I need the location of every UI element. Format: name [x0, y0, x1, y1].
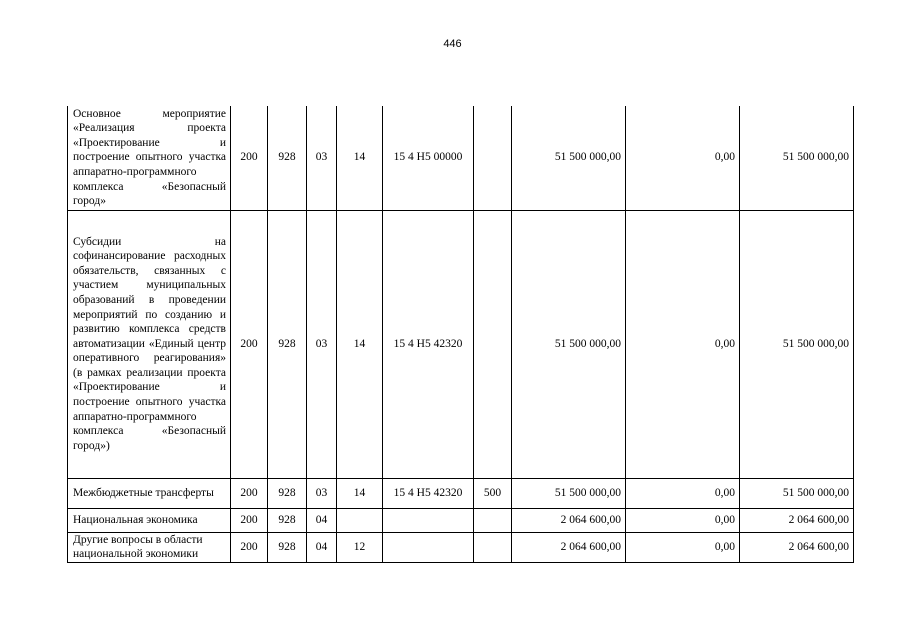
- row-sum-3: 51 500 000,00: [740, 478, 854, 508]
- row-sum-3: 2 064 600,00: [740, 508, 854, 532]
- row-sum-2: 0,00: [626, 478, 740, 508]
- row-sum-2: 0,00: [626, 210, 740, 478]
- row-pr: 12: [337, 532, 383, 562]
- row-rz: 04: [307, 508, 337, 532]
- row-sum-1: 2 064 600,00: [512, 532, 626, 562]
- row-csr: 15 4 Н5 00000: [383, 106, 474, 210]
- row-pr: [337, 508, 383, 532]
- row-rz: 03: [307, 210, 337, 478]
- row-sum-2: 0,00: [626, 106, 740, 210]
- row-name: Субсидии на софинансирование расходных обязательств, связанных с участием муниципальных образований в проведении мероприятий по созданию и развитию комплекса средств автоматизации «Единый центр оперативного реагирования» (в рамках реализации проекта «Проектирование и построение опытного участка аппаратно-программного комплекса «Безопасный город»): [68, 210, 231, 478]
- row-vr: [474, 210, 512, 478]
- row-name: Другие вопросы в области национальной экономики: [68, 532, 231, 562]
- table-row: [68, 508, 854, 532]
- row-kvsr: 928: [268, 106, 307, 210]
- row-vr: [474, 106, 512, 210]
- row-kvsr: 928: [268, 210, 307, 478]
- table-row: [68, 532, 854, 562]
- table-row: [68, 106, 854, 210]
- row-rz: 03: [307, 106, 337, 210]
- row-csr: [383, 508, 474, 532]
- row-sum-1: 51 500 000,00: [512, 478, 626, 508]
- row-sum-1: 51 500 000,00: [512, 210, 626, 478]
- row-csr: [383, 532, 474, 562]
- row-sum-2: 0,00: [626, 508, 740, 532]
- row-ved: 200: [231, 106, 268, 210]
- row-pr: 14: [337, 106, 383, 210]
- row-sum-3: 51 500 000,00: [740, 106, 854, 210]
- budget-table: [67, 106, 854, 563]
- page-number: 446: [443, 38, 462, 50]
- table-row: [68, 478, 854, 508]
- row-vr: [474, 532, 512, 562]
- row-kvsr: 928: [268, 508, 307, 532]
- row-ved: 200: [231, 478, 268, 508]
- row-name: Национальная экономика: [68, 508, 231, 532]
- row-pr: 14: [337, 210, 383, 478]
- row-vr: [474, 508, 512, 532]
- row-ved: 200: [231, 508, 268, 532]
- row-vr: 500: [474, 478, 512, 508]
- row-pr: 14: [337, 478, 383, 508]
- row-csr: 15 4 Н5 42320: [383, 210, 474, 478]
- row-sum-3: 2 064 600,00: [740, 532, 854, 562]
- row-rz: 03: [307, 478, 337, 508]
- row-sum-1: 51 500 000,00: [512, 106, 626, 210]
- row-csr: 15 4 Н5 42320: [383, 478, 474, 508]
- table-row: [68, 210, 854, 478]
- row-kvsr: 928: [268, 532, 307, 562]
- row-sum-2: 0,00: [626, 532, 740, 562]
- row-name: Основное мероприятие «Реализация проекта «Проектирование и построение опытного участка аппаратно-программного комплекса «Безопасный город»: [68, 106, 231, 210]
- row-name: Межбюджетные трансферты: [68, 478, 231, 508]
- row-ved: 200: [231, 532, 268, 562]
- row-ved: 200: [231, 210, 268, 478]
- row-rz: 04: [307, 532, 337, 562]
- row-kvsr: 928: [268, 478, 307, 508]
- row-sum-1: 2 064 600,00: [512, 508, 626, 532]
- row-sum-3: 51 500 000,00: [740, 210, 854, 478]
